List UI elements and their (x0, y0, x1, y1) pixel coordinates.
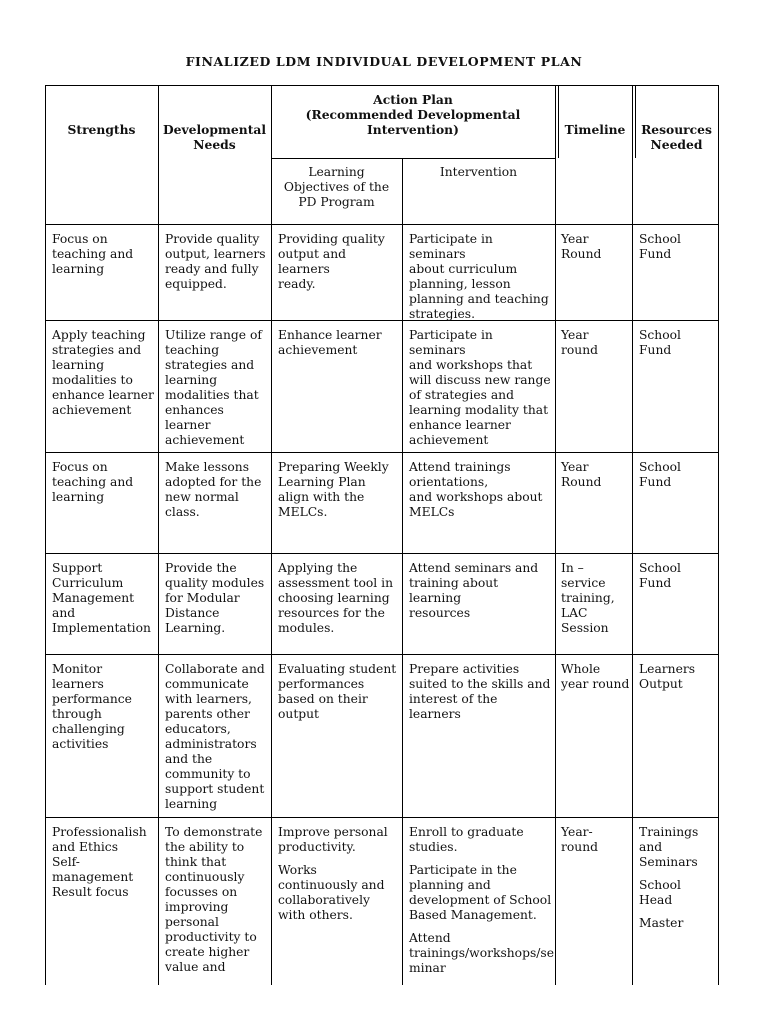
objective-cell-paragraph: Providing quality output and learners ready. (278, 232, 385, 291)
resources-cell-paragraph: School Fund (639, 561, 681, 590)
intervention-cell-paragraph: Attend seminars and training about learning resources (409, 561, 539, 620)
row-border (45, 553, 718, 554)
resources-cell-paragraph: Trainings and Seminars (639, 825, 699, 869)
resources-cell (639, 662, 716, 692)
timeline-cell: Year Round (561, 460, 602, 489)
needs-cell: To demonstrate the ability to think that continuously focusses on improving personal productivity to create higher value and (165, 825, 263, 974)
row-border (45, 452, 718, 453)
resources-cell-paragraph: Learners Output (639, 662, 696, 691)
intervention-cell (409, 232, 553, 322)
resources-cell (639, 232, 716, 262)
resources-cell-paragraph: School Head (639, 878, 681, 907)
objective-cell (278, 460, 400, 520)
intervention-cell-paragraph: Participate in the planning and development of School Based Management. (409, 863, 552, 922)
objective-cell-paragraph: Enhance learner achievement (278, 328, 382, 357)
objective-cell-paragraph: Applying the assessment tool in choosing learning resources for the modules. (278, 561, 394, 635)
intervention-cell-paragraph: Attend trainings/workshops/se minar (409, 931, 554, 975)
objective-cell (278, 232, 400, 292)
header-developmental-needs: Developmental Needs (162, 122, 267, 152)
objective-cell-paragraph: Works continuously and collaboratively with others. (278, 863, 385, 922)
column-border (45, 85, 46, 985)
strength-cell: Monitor learners performance through challenging activities (52, 662, 132, 751)
column-border (402, 158, 403, 985)
timeline-cell: Year Round (561, 232, 602, 261)
objective-cell (278, 662, 400, 722)
timeline-cell: In – service training, LAC Session (561, 561, 615, 635)
resources-cell-paragraph: School Fund (639, 460, 681, 489)
objective-cell (278, 328, 400, 358)
strength-cell: Support Curriculum Management and Implementation (52, 561, 151, 635)
strength-cell: Professionalish and Ethics Self- management Result focus (52, 825, 147, 899)
strength-cell: Focus on teaching and learning (52, 232, 134, 276)
row-border (45, 320, 718, 321)
timeline-cell: Whole year round (561, 662, 630, 691)
timeline-cell: Year round (561, 328, 598, 357)
resources-cell (639, 825, 716, 931)
column-border (271, 85, 272, 985)
column-border (158, 85, 159, 985)
header-timeline: Timeline (564, 122, 626, 137)
intervention-cell (409, 825, 553, 976)
resources-cell (639, 561, 716, 591)
intervention-cell (409, 328, 553, 448)
intervention-cell (409, 561, 553, 621)
intervention-cell-paragraph: Participate in seminars about curriculum planning, lesson planning and teaching strategies. (409, 232, 549, 321)
intervention-cell-paragraph: Prepare activities suited to the skills and interest of the learners (409, 662, 551, 721)
resources-cell (639, 328, 716, 358)
strength-cell: Focus on teaching and learning (52, 460, 134, 504)
intervention-cell (409, 460, 553, 520)
objective-cell-paragraph: Preparing Weekly Learning Plan align with the MELCs. (278, 460, 389, 519)
header-strengths: Strengths (67, 122, 136, 137)
resources-cell-paragraph: Master (639, 916, 684, 930)
needs-cell: Provide quality output, learners ready and fully equipped. (165, 232, 266, 291)
header-intervention: Intervention (439, 165, 518, 179)
objective-cell (278, 561, 400, 636)
intervention-cell (409, 662, 553, 722)
resources-cell-paragraph: School Fund (639, 328, 681, 357)
strength-cell: Apply teaching strategies and learning modalities to enhance learner achievement (52, 328, 154, 417)
objective-cell-paragraph: Evaluating student performances based on their output (278, 662, 397, 721)
header-action-plan: Action Plan (Recommended Developmental Intervention) (305, 92, 521, 137)
needs-cell: Provide the quality modules for Modular Distance Learning. (165, 561, 265, 635)
objective-cell (278, 825, 400, 923)
timeline-cell: Year- round (561, 825, 598, 854)
row-border (45, 817, 718, 818)
header-resources-needed: Resources Needed (641, 122, 712, 152)
column-border (632, 85, 633, 985)
action-plan-divider (271, 158, 555, 159)
column-border (718, 85, 719, 985)
needs-cell: Collaborate and communicate with learners, parents other educators, administrators and the community to support student learning (165, 662, 265, 811)
intervention-cell-paragraph: Participate in seminars and workshops that will discuss new range of strategies and learning modality that enhance learner achievement (409, 328, 551, 447)
resources-cell (639, 460, 716, 490)
header-learning-objectives: Learning Objectives of the PD Program (283, 165, 390, 209)
needs-cell: Utilize range of teaching strategies and learning modalities that enhances learner achievement (165, 328, 262, 447)
objective-cell-paragraph: Improve personal productivity. (278, 825, 388, 854)
table-top-border (45, 85, 718, 86)
needs-cell: Make lessons adopted for the new normal class. (165, 460, 262, 519)
column-border (555, 85, 556, 985)
intervention-cell-paragraph: Attend trainings orientations, and workshops about MELCs (409, 460, 543, 519)
header-bottom-border (45, 224, 718, 225)
resources-cell-paragraph: School Fund (639, 232, 681, 261)
document-title: FINALIZED LDM INDIVIDUAL DEVELOPMENT PLAN (185, 54, 583, 69)
row-border (45, 654, 718, 655)
intervention-cell-paragraph: Enroll to graduate studies. (409, 825, 524, 854)
